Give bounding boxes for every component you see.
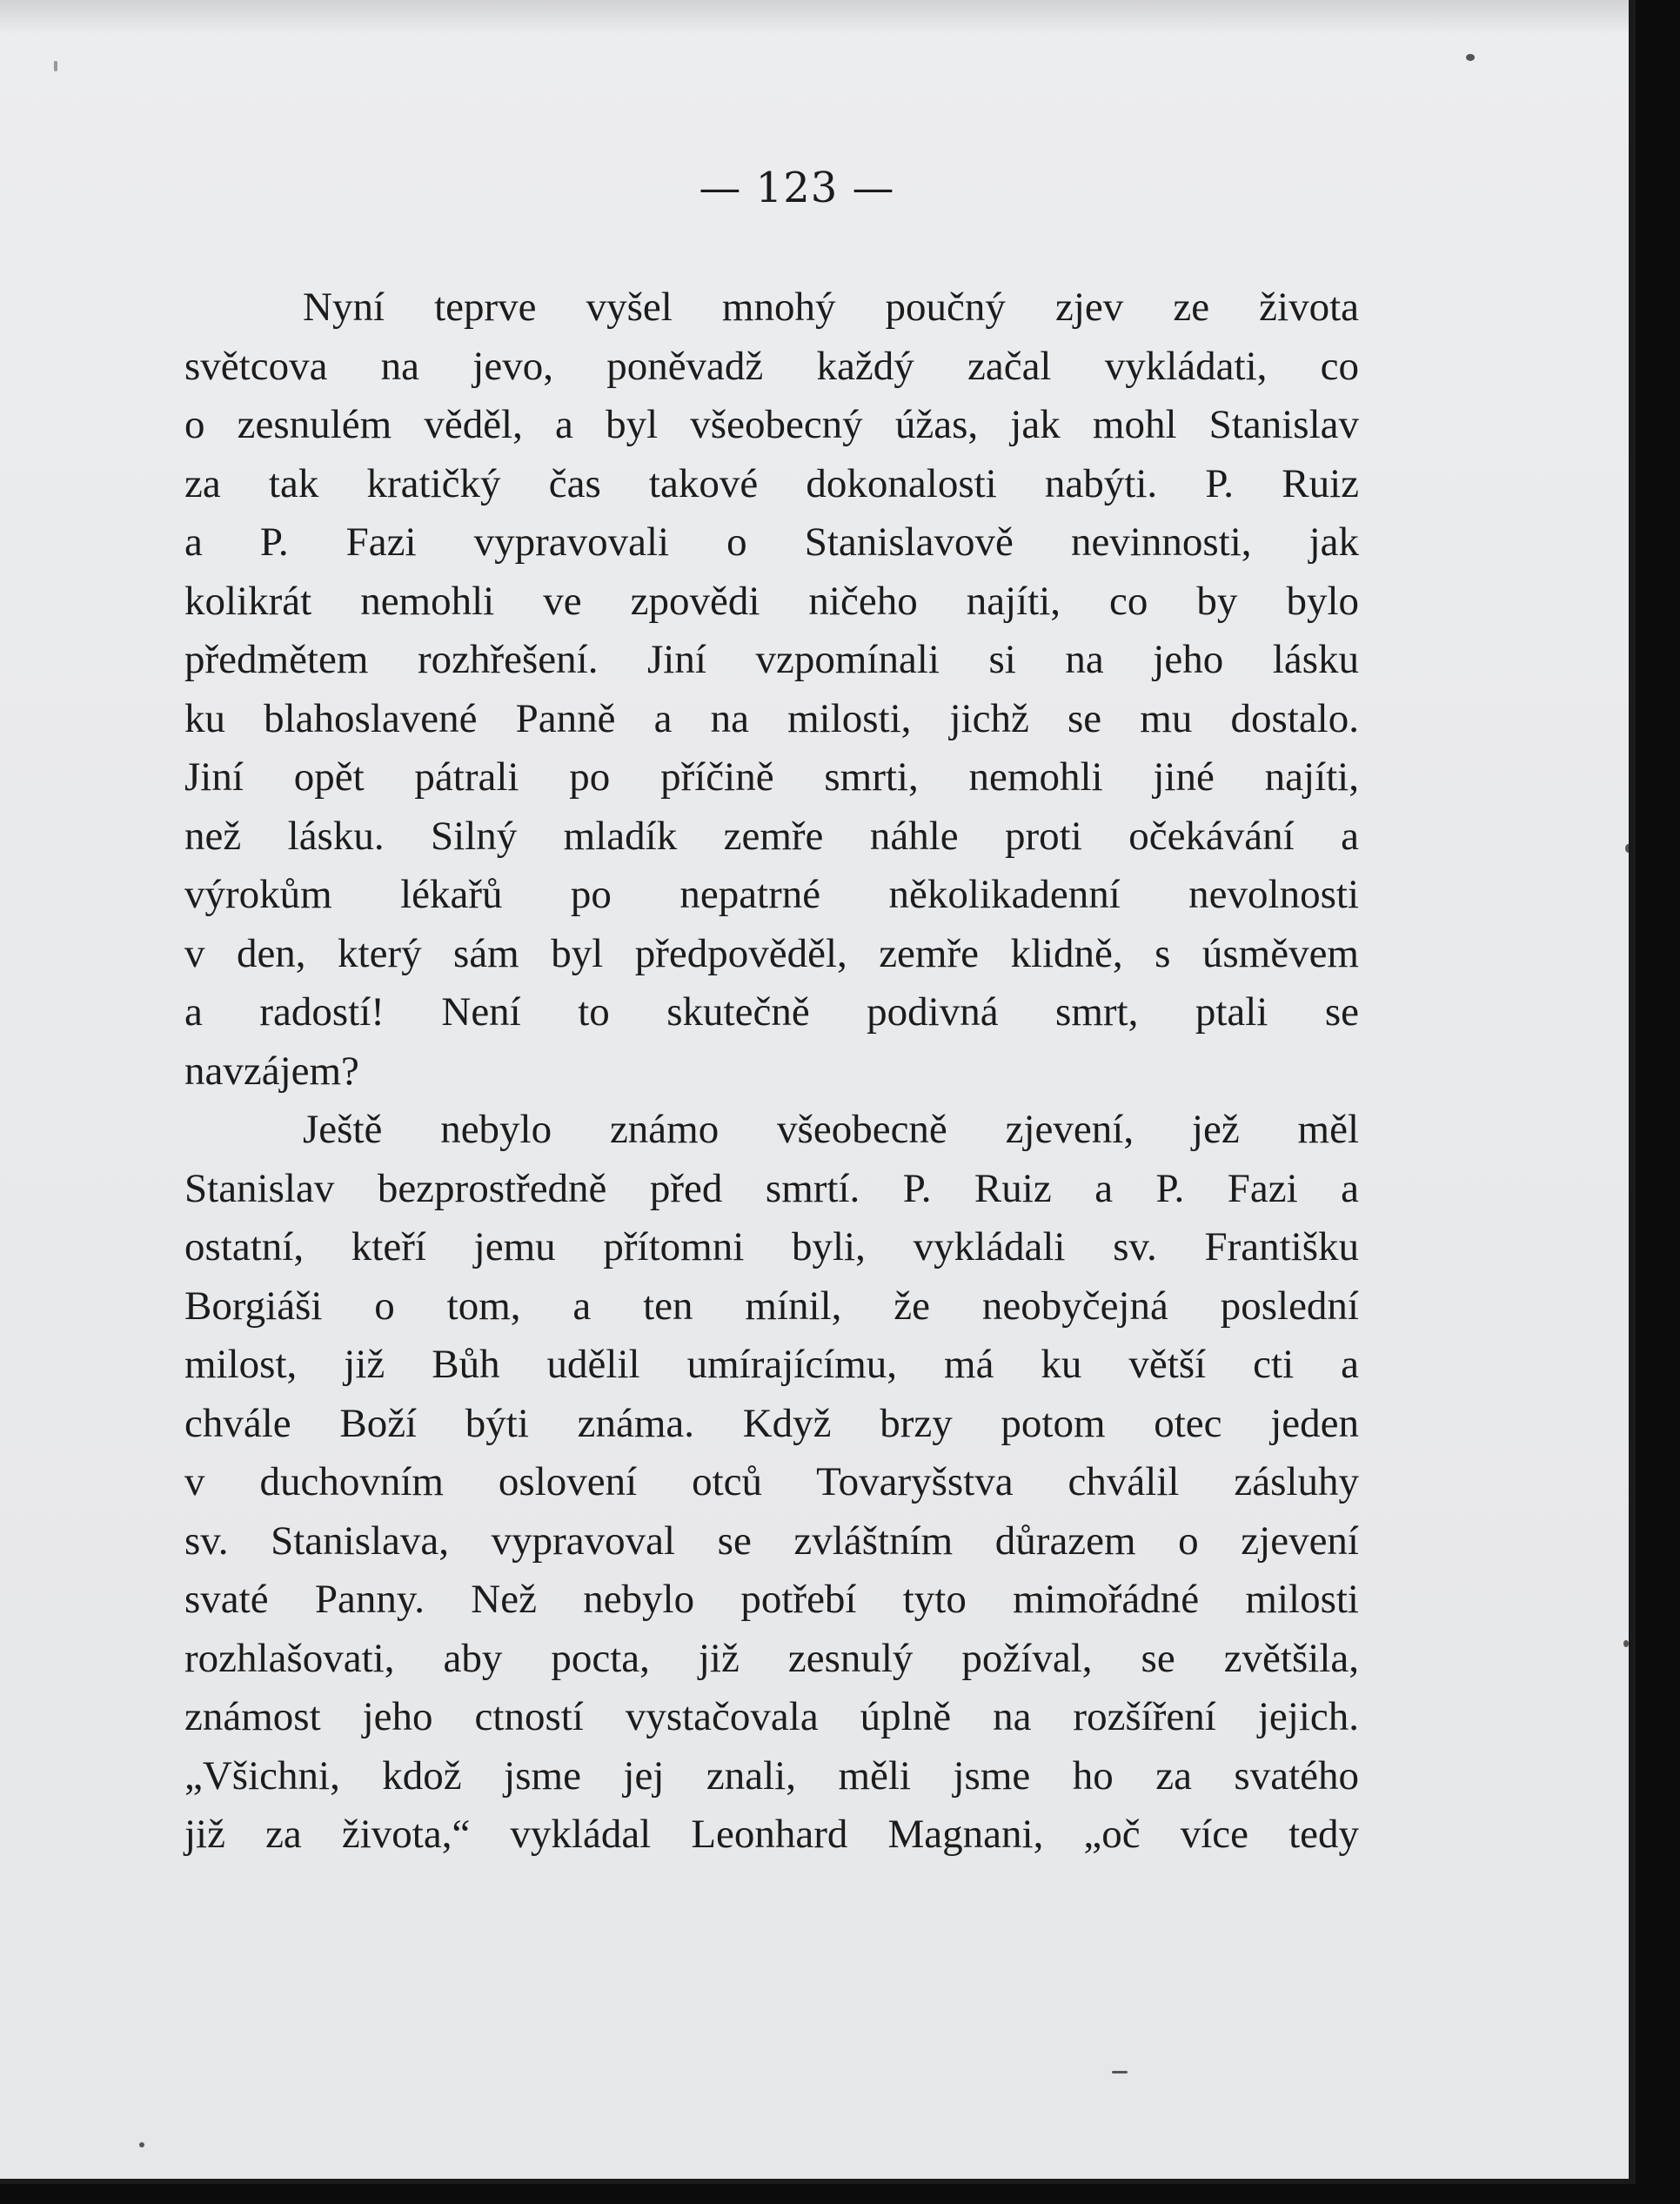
text-line: milost, již Bůh udělil umírajícímu, má ku větší cti a [184, 1342, 1359, 1387]
paragraph-2 [184, 1101, 1359, 1865]
text-line: navzájem? [184, 1048, 359, 1094]
page-body-text [184, 278, 1359, 1865]
text-line: a radostí! Není to skutečně podivná smrt, ptali se [184, 989, 1359, 1035]
scan-speck [139, 2142, 144, 2147]
text-line: za tak kratičký čas takové dokonalosti nabýti. P. Ruiz [184, 460, 1359, 506]
scan-speck [1112, 2071, 1128, 2073]
scan-speck [1625, 844, 1631, 853]
text-line: známost jeho ctností vystačovala úplně na rozšíření jejich. [184, 1694, 1359, 1739]
paragraph-1 [184, 278, 1359, 1101]
text-line: sv. Stanislava, vypravoval se zvláštním důrazem o zjevení [184, 1517, 1359, 1564]
text-line: ostatní, kteří jemu přítomni byli, vykládali sv. Františku [184, 1224, 1359, 1269]
text-line: předmětem rozhřešení. Jiní vzpomínali si na jeho lásku [184, 637, 1359, 682]
text-line: ku blahoslavené Panně a na milosti, jichž se mu dostalo. [184, 695, 1359, 741]
text-line: rozhlašovati, aby pocta, již zesnulý požíval, se zvětšila, [184, 1635, 1359, 1681]
text-line: a P. Fazi vypravovali o Stanislavově nevinnosti, jak [184, 519, 1359, 565]
text-line: svaté Panny. Než nebylo potřebí tyto mimořádné milosti [184, 1577, 1359, 1622]
text-line: Ještě nebylo známo všeobecně zjevení, jež měl [303, 1107, 1359, 1152]
text-line: v den, který sám byl předpověděl, zemře klidně, s úsměvem [184, 930, 1359, 976]
text-line: Jiní opět pátrali po příčině smrti, nemohli jiné najíti, [184, 754, 1359, 800]
text-line: „Všichni, kdož jsme jej znali, měli jsme ho za svatého [184, 1752, 1359, 1799]
text-line: Stanislav bezprostředně před smrtí. P. Ruiz a P. Fazi a [184, 1165, 1359, 1211]
text-line: o zesnulém věděl, a byl všeobecný úžas, jak mohl Stanislav [184, 402, 1359, 447]
text-line: v duchovním oslovení otců Tovaryšstva chválil zásluhy [184, 1459, 1359, 1504]
text-line: Nyní teprve vyšel mnohý poučný zjev ze života [303, 285, 1359, 330]
scan-speck [1623, 1640, 1629, 1647]
text-line: kolikrát nemohli ve zpovědi ničeho najíti, co by bylo [184, 578, 1359, 624]
text-line: chvále Boží býti známa. Když brzy potom otec jeden [184, 1400, 1359, 1446]
scan-speck [54, 61, 57, 71]
text-line: výrokům lékařů po nepatrné několikadenní nevolnosti [184, 872, 1359, 917]
scan-speck [1466, 54, 1475, 61]
text-line: světcova na jevo, poněvadž každý začal vykládati, co [184, 343, 1359, 389]
page-number: — 123 — [699, 164, 895, 212]
text-line: Borgiáši o tom, a ten mínil, že neobyčejná poslední [184, 1283, 1359, 1329]
text-line: než lásku. Silný mladík zemře náhle proti očekávání a [184, 813, 1359, 859]
text-line: již za života,“ vykládal Leonhard Magnani, „oč více tedy [184, 1812, 1359, 1857]
